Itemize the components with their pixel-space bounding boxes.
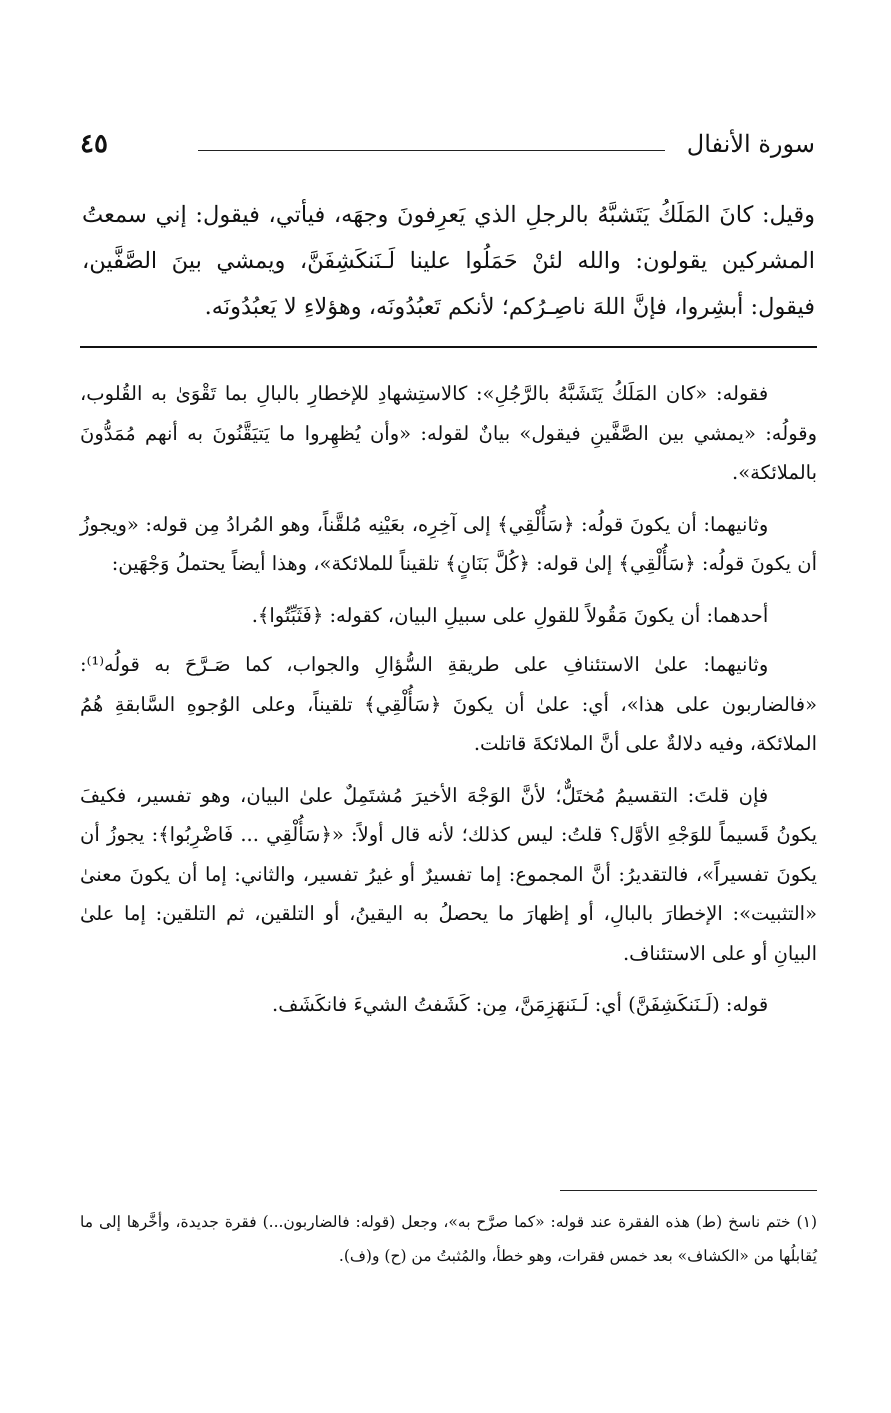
page-number: ٤٥ <box>80 129 108 159</box>
main-quoted-text <box>82 192 815 330</box>
commentary-paragraph: فقوله: «كان المَلَكُ يَتَشَبَّهُ بالرَّجُلِ»: كالاستِشهادِ للإخطارِ بالبالِ بما تَقْوَىٰ به القُلوب، وقولُه: «يمشي بين الصَّفَّينِ فيقول» بيانٌ لقوله: «وأن يُظهِروا ما يَتيَقَّنُونَ به أنهم مُمَدُّونَ بالملائكة». <box>80 382 818 484</box>
surah-title: سورة الأنفال <box>686 130 815 158</box>
page-header <box>80 124 815 164</box>
commentary-paragraph: أحدهما: أن يكونَ مَقُولاً للقولِ على سبيلِ البيان، كقوله: ﴿فَثَبِّتُوا﴾. <box>251 603 769 627</box>
section-divider <box>80 346 817 348</box>
commentary-paragraph: وثانيهما: علىٰ الاستئنافِ على طريقةِ السُّؤالِ والجواب، كما صَـرَّحَ به قولُه⁽¹⁾: «فالضاربون على هذا»، أي: علىٰ أن يكونَ ﴿سَأُلْقِي﴾ تلقيناً، وعلى الوُجوهِ السَّابقةِ هُمُ الملائكة، وفيه دلالةٌ على أنَّ الملائكةَ قاتلت. <box>80 653 817 755</box>
footnote: (١) ختم ناسخ (ط) هذه الفقرة عند قوله: «كما صرَّح به»، وجعل (قوله: فالضاربون...) فقرة جديدة، وأخَّرها إلى ما يُقابلُها من «الكشاف» بعد خمس فقرات، وهو خطأ، والمُثبتُ من (ح) و(ف). <box>80 1213 817 1265</box>
header-rule <box>198 150 665 151</box>
commentary-paragraph: فإن قلتَ: التقسيمُ مُختَلٌّ؛ لأنَّ الوَجْهَ الأخيرَ مُشتَمِلٌ علىٰ البيان، وهو تفسير، فكيفَ يكونُ قَسيماً للوَجْهِ الأوَّل؟ قلتُ: ليس كذلك؛ لأنه قال أولاً: «﴿سَأُلْقِي ... فَاضْرِبُوا﴾: يجوزُ أن يكونَ تفسيراً»، فالتقديرُ: أنَّ المجموع: إما تفسيرٌ أو غيرُ تفسير، والثاني: إما أن يكونَ معنىٰ «التثبيت»: الإخطارَ بالبالِ، أو إظهارَ ما يحصلُ به اليقينُ، أو التلقين، ثم التلقين: إما علىٰ البيانِ أو على الاستئناف. <box>80 783 817 965</box>
commentary-section <box>80 374 817 1037</box>
commentary-paragraph: قوله: (لَـنَنكَشِفَنَّ) أي: لَـنَنهَزِمَنَّ، مِن: كَشَفتُ الشيءَ فانكَشَف. <box>272 993 769 1016</box>
main-text-paragraph: وقيل: كانَ المَلَكُ يَتَشبَّهُ بالرجلِ الذي يَعرِفونَ وجهَه، فيأتي، فيقول: إني سمعتُ المشركين يقولون: والله لئنْ حَمَلُوا علينا لَـنَنكَشِفَنَّ، ويمشي بينَ الصَّفَّين، فيقول: أبشِروا، فإنَّ اللهَ ناصِـرُكم؛ لأنكم تَعبُدُونَه، وهؤلاءِ لا يَعبُدُونَه. <box>82 202 815 320</box>
commentary-paragraph: وثانيهما: أن يكونَ قولُه: ﴿سَأُلْقِي﴾ إلى آخِرِه، بعَيْنِه مُلقَّناً، وهو المُرادُ مِن قوله: «ويجوزُ أن يكونَ قولُه: ﴿سَأُلْقِي﴾ إلىٰ قوله: ﴿كُلَّ بَنَانٍ﴾ تلقيناً للملائكة»، وهذا أيضاً يحتملُ وَجْهَين: <box>80 512 817 575</box>
footnote-rule <box>560 1190 817 1191</box>
footnotes-section <box>80 1205 817 1273</box>
